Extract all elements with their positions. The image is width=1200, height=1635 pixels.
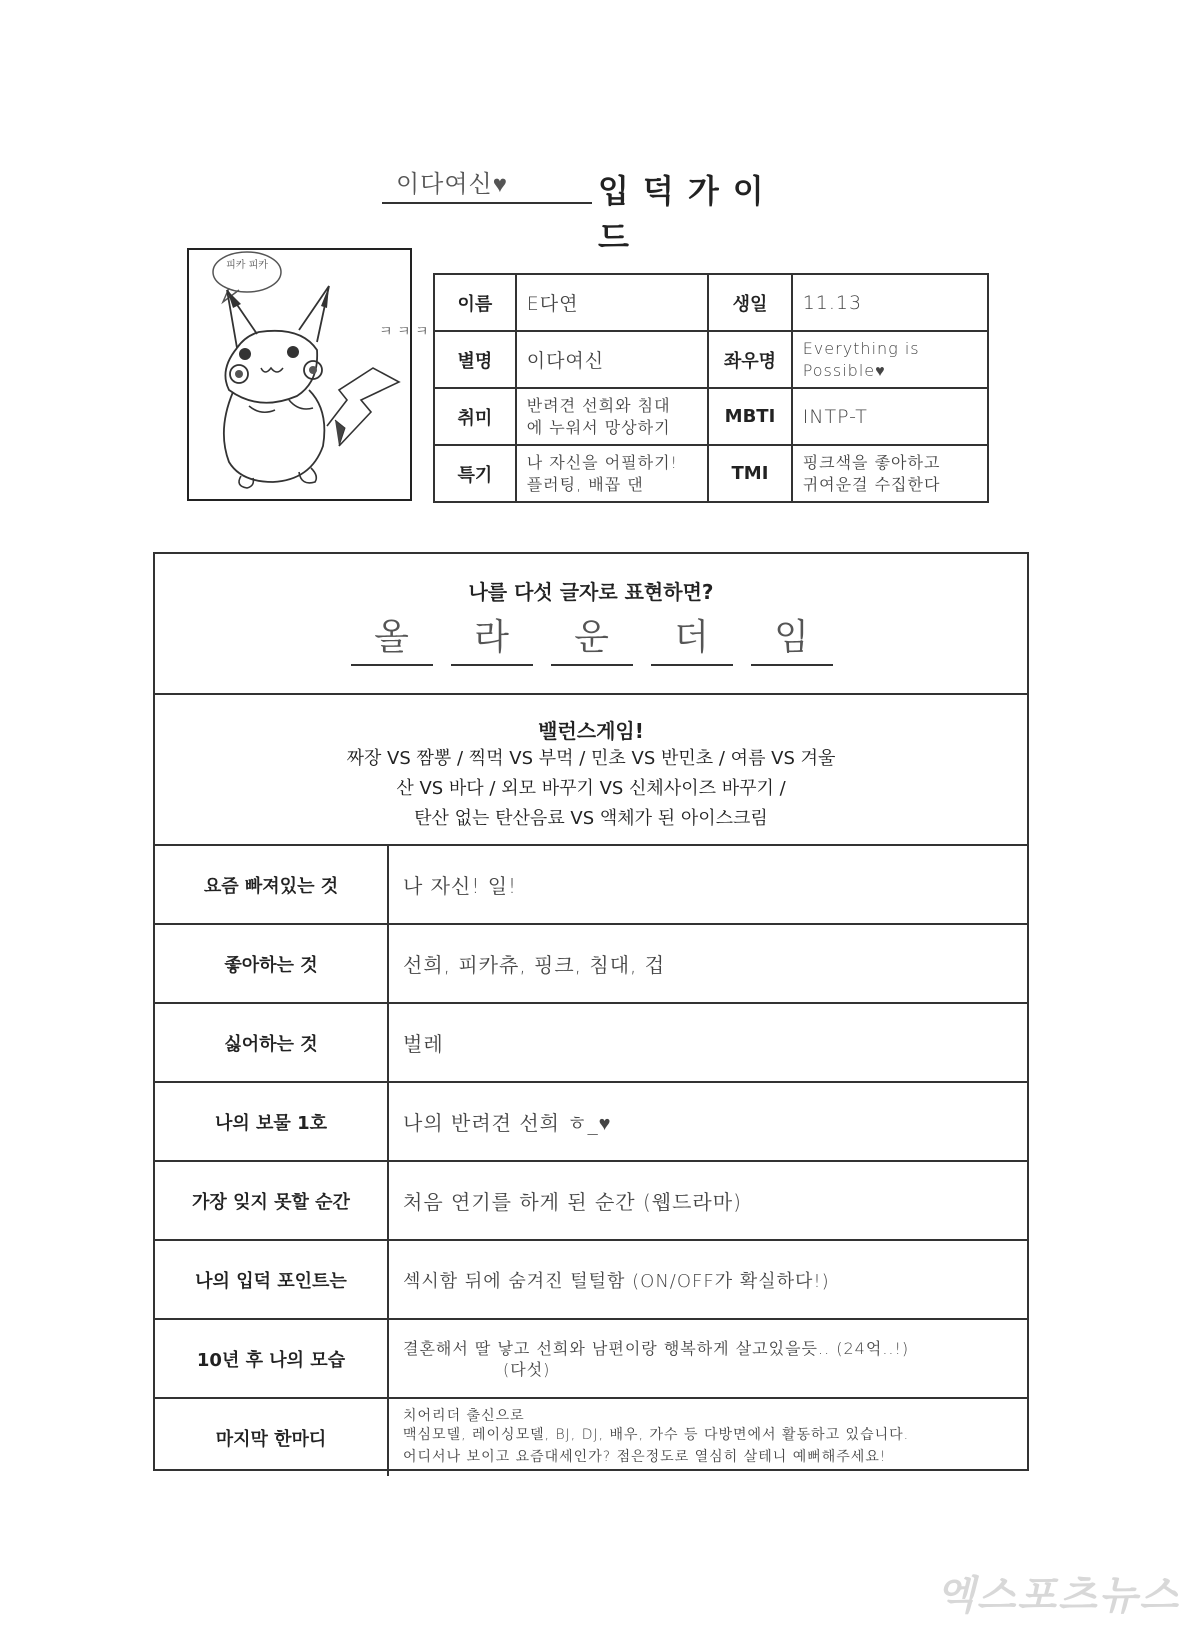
nickname-label: 별명 — [434, 331, 516, 388]
row-value — [389, 846, 1027, 923]
table-row — [155, 1083, 1027, 1162]
five-letters-blanks — [351, 612, 833, 666]
title-main-text: 입덕가이드 — [598, 172, 778, 256]
row-value — [389, 1083, 1027, 1160]
pikachu-drawing-box — [187, 248, 429, 501]
row-value-text: 결혼해서 딸 낳고 선희와 남편이랑 행복하게 살고있을듯.. (24억..!) — [403, 1339, 910, 1358]
row-value-line-2: 어디서나 보이고 요즘대세인가? 점은정도로 열심히 살테니 예뻐해주세요! — [403, 1448, 887, 1465]
birthday-value: 11.13 — [792, 274, 988, 331]
row-value — [389, 1004, 1027, 1081]
row-value — [389, 1320, 1027, 1397]
table-row — [155, 1004, 1027, 1083]
balance-game-section — [155, 695, 1027, 846]
row-value — [389, 925, 1027, 1002]
row-label: 요즘 빠져있는 것 — [155, 846, 389, 923]
table-row — [155, 846, 1027, 925]
mbti-value: INTP-T — [792, 388, 988, 445]
row-label: 10년 후 나의 모습 — [155, 1320, 389, 1397]
letter-blank: 임 — [751, 612, 833, 666]
guide-title — [382, 160, 822, 256]
row-value-subtext: (다섯) — [503, 1360, 551, 1379]
talent-value-line-2: 플러팅, 배꼽 댄 — [526, 474, 644, 494]
letter-blank: 더 — [651, 612, 733, 666]
title-blank-value: 이다여신♥ — [396, 170, 508, 198]
nickname-value: 이다여신 — [516, 331, 709, 388]
balance-game-title: 밸런스게임! — [538, 719, 644, 743]
table-row — [155, 1241, 1027, 1320]
title-blank-line — [382, 164, 592, 204]
tmi-value-line-2: 귀여운걸 수집한다 — [802, 474, 941, 494]
hobby-label: 취미 — [434, 388, 516, 445]
row-value-pretext: 치어리더 출신으로 — [403, 1407, 525, 1424]
talent-label: 특기 — [434, 445, 516, 502]
balance-game-line-1: 짜장 VS 짬뽕 / 찍먹 VS 부먹 / 민초 VS 반민초 / 여름 VS 겨울 — [346, 748, 836, 769]
name-value: E다연 — [516, 274, 709, 331]
row-label: 좋아하는 것 — [155, 925, 389, 1002]
row-value-text: 섹시함 뒤에 숨겨진 털털함 (ON/OFF가 확실하다!) — [403, 1270, 830, 1292]
pikachu-doodle-icon — [189, 250, 429, 499]
talent-value-line-1: 나 자신을 어필하기! — [526, 452, 678, 472]
row-label: 나의 보물 1호 — [155, 1083, 389, 1160]
letter-blank: 라 — [451, 612, 533, 666]
row-value-text: 나 자신! 일! — [403, 874, 518, 898]
row-value-text: 나의 반려견 선희 ㅎ_♥ — [403, 1111, 612, 1135]
row-value — [389, 1399, 1027, 1476]
side-marks-text: ㅋ ㅋ ㅋ — [379, 324, 429, 340]
row-value-text: 벌레 — [403, 1032, 444, 1056]
row-label: 나의 입덕 포인트는 — [155, 1241, 389, 1318]
table-row — [155, 1162, 1027, 1241]
five-letters-question: 나를 다섯 글자로 표현하면? — [468, 580, 714, 604]
row-label: 싫어하는 것 — [155, 1004, 389, 1081]
talent-value — [516, 445, 709, 502]
name-label: 이름 — [434, 274, 516, 331]
birthday-label: 생일 — [708, 274, 791, 331]
table-row — [434, 445, 988, 502]
tmi-value-line-1: 핑크색을 좋아하고 — [802, 452, 941, 472]
letter-blank: 올 — [351, 612, 433, 666]
row-value-line-1: 맥심모델, 레이싱모델, BJ, DJ, 배우, 가수 등 다방면에서 활동하고 있습니다. — [403, 1426, 910, 1443]
motto-value: Everything is Possible♥ — [792, 331, 988, 388]
row-label: 마지막 한마디 — [155, 1399, 389, 1476]
letter-blank: 운 — [551, 612, 633, 666]
row-label: 가장 잊지 못할 순간 — [155, 1162, 389, 1239]
table-row — [434, 274, 988, 331]
balance-game-line-2: 산 VS 바다 / 외모 바꾸기 VS 신체사이즈 바꾸기 / — [396, 778, 786, 799]
mbti-label: MBTI — [708, 388, 791, 445]
hobby-value-line-2: 에 누워서 망상하기 — [526, 417, 671, 437]
watermark-logo: 엑스포츠뉴스 — [936, 1573, 1180, 1619]
table-row — [155, 1320, 1027, 1399]
table-row — [434, 388, 988, 445]
tmi-value — [792, 445, 988, 502]
row-value — [389, 1241, 1027, 1318]
tmi-label: TMI — [708, 445, 791, 502]
five-letters-section — [155, 554, 1027, 695]
row-value-text: 처음 연기를 하게 된 순간 (웹드라마) — [403, 1190, 742, 1214]
hobby-value — [516, 388, 709, 445]
hobby-value-line-1: 반려견 선희와 침대 — [526, 395, 671, 415]
balance-game-line-3: 탄산 없는 탄산음료 VS 액체가 된 아이스크림 — [414, 808, 768, 829]
questionnaire-form — [153, 552, 1029, 1471]
speech-bubble-text: 피카 피카 — [226, 260, 268, 271]
table-row — [155, 925, 1027, 1004]
row-value-text: 선희, 피카츄, 핑크, 침대, 겁 — [403, 953, 666, 977]
motto-label: 좌우명 — [708, 331, 791, 388]
table-row — [434, 331, 988, 388]
row-value — [389, 1162, 1027, 1239]
profile-table — [433, 273, 989, 503]
table-row — [155, 1399, 1027, 1476]
